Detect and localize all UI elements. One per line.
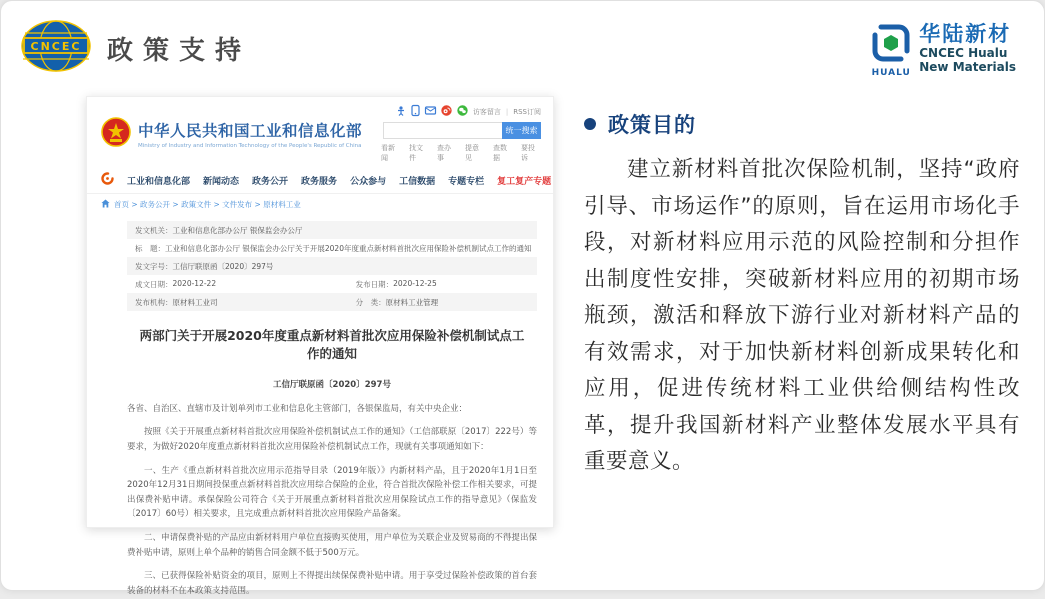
nav-item-topics[interactable]: 专题专栏 [448,176,485,187]
nav-item-news[interactable]: 新闻动态 [203,176,240,187]
ministry-name-cn: 中华人民共和国工业和信息化部 [138,122,363,140]
quick-link-data[interactable]: 查数据 [493,144,507,162]
page-title: 政策支持 [107,35,252,66]
quick-links [381,143,541,163]
meta-row-issuer: 发文机关： 工业和信息化部办公厅 银保监会办公厅 [127,221,537,239]
meta-row-dates: 成文日期： 2020-12-22 发布日期： 2020-12-25 [135,278,437,289]
policy-purpose-panel [584,109,1020,481]
nav-item-miit[interactable]: 工业和信息化部 [127,176,191,187]
mobile-icon[interactable] [411,105,420,118]
home-icon [101,199,110,210]
meta-row-org: 发布机构： 原材料工业司 分 类： 原材料工业管理 [127,293,537,311]
nav-item-data[interactable]: 工信数据 [399,176,436,187]
rss-link[interactable]: RSS订阅 [513,107,541,116]
hualu-logo-icon [871,23,911,67]
nav-item-gov-service[interactable]: 政务服务 [301,176,338,187]
miit-website-screenshot [86,96,554,596]
document-number: 工信厅联原函〔2020〕297号 [273,380,391,390]
wechat-icon[interactable] [457,105,468,118]
hualu-name-en2: New Materials [919,60,1016,75]
quick-link-complaints[interactable]: 要投诉 [521,144,535,162]
visitor-message-link[interactable]: 访客留言 [472,107,501,116]
search-button[interactable]: 统一搜索 [502,122,541,139]
site-header: 中华人民共和国工业和信息化部 Ministry of Industry and Information Technology of the People's Republic of China 访客留言 | RSS订阅 统一搜索 看新闻 找文件 查办事 提意见 查数据 要投诉 [87,97,553,167]
breadcrumb-path[interactable]: 首页 > 政务公开 > 政策文件 > 文件发布 > 原材料工业 [114,200,301,209]
cncec-globe-icon [19,19,93,77]
hualu-logo-caption: HUALU [871,68,911,78]
meta-row-number: 发文字号： 工信厅联原函〔2020〕297号 [127,257,537,275]
hualu-brand [871,23,1016,78]
document-area [87,215,553,599]
breadcrumb [87,193,553,215]
document-paragraph: 三、已获得保险补贴资金的项目，原则上不得提出续保保费补贴申请。用于享受过保险补偿政策的首台套装备的材料不在本政策支持范围。 [127,571,537,596]
nav-item-gov-open[interactable]: 政务公开 [252,176,289,187]
document-addressee: 各省、自治区、直辖市及计划单列市工业和信息化主管部门，各银保监局，有关中央企业： [127,404,468,414]
document-paragraph: 按照《关于开展重点新材料首批次应用保险补偿机制试点工作的通知》（工信部联原〔2017〕222号）等要求，为做好2020年度重点新材料首批次应用保险补偿机制试点工作，现就有关事项通知如下： [127,427,537,453]
accessibility-icon[interactable] [396,106,406,118]
policy-purpose-body: 建立新材料首批次保险机制，坚持“政府引导、市场运作”的原则，旨在运用市场化手段，对新材料应用示范的风险控制和分担作出制度性安排，突破新材料应用的初期市场瓶颈，激活和释放下游行业对新材料产品的有效需求，对于加快新材料创新成果转化和应用，促进传统材料工业供给侧结构性改革，提升我国新材料产业整体发展水平具有重要意义。 [584,157,1020,474]
document-paragraph: 一、生产《重点新材料首批次应用示范指导目录（2019年版）》内新材料产品，且于2020年1月1日至2020年12月31日期间投保重点新材料首批次应用综合保险的企业，符合首批次保险补偿工作相关要求，可提出保费补贴申请。承保保险公司符合《关于开展重点新材料首批次应用保险试点工作的指导意见》（保监发〔2017〕60号）相关要求，且完成重点新材料首批次应用保险产品备案。 [127,465,537,520]
search-input[interactable] [383,122,502,139]
nav-item-participation[interactable]: 公众参与 [350,176,387,187]
quick-link-files[interactable]: 找文件 [409,144,423,162]
bullet-icon [584,118,596,130]
slide-header [19,19,251,77]
quick-link-opinions[interactable]: 提意见 [465,144,479,162]
gov-swirl-icon [101,172,114,188]
ministry-name-en: Ministry of Industry and Information Technology of the People's Republic of China [138,143,362,149]
document-title: 两部门关于开展2020年度重点新材料首批次应用保险补偿机制试点工作的通知 [139,328,525,361]
nav-item-resume-work[interactable]: 复工复产专题 [497,176,552,187]
document-paragraph: 二、申请保费补贴的产品应由新材料用户单位直接购买使用，用户单位为关联企业及贸易商的不得提出保费补贴申请，原则上单个品种的销售合同金额不低于500万元。 [127,533,537,558]
national-emblem-icon [101,117,131,151]
weibo-icon[interactable] [441,105,452,118]
cncec-logo-text: CNCEC [30,40,82,53]
policy-purpose-heading: 政策目的 [608,113,696,137]
quick-link-news[interactable]: 看新闻 [381,144,395,162]
meta-row-title: 标 题： 工业和信息化部办公厅 银保监会办公厅关于开展2020年度重点新材料首批次应用保险补偿机制试点工作的通知 [135,243,532,253]
hualu-name-en1: CNCEC Hualu [919,46,1008,61]
quick-link-services[interactable]: 查办事 [437,144,451,162]
document-meta-table [127,221,537,311]
mail-icon[interactable] [425,106,436,117]
hualu-name-cn: 华陆新材 [919,22,1012,46]
site-nav [87,167,553,193]
